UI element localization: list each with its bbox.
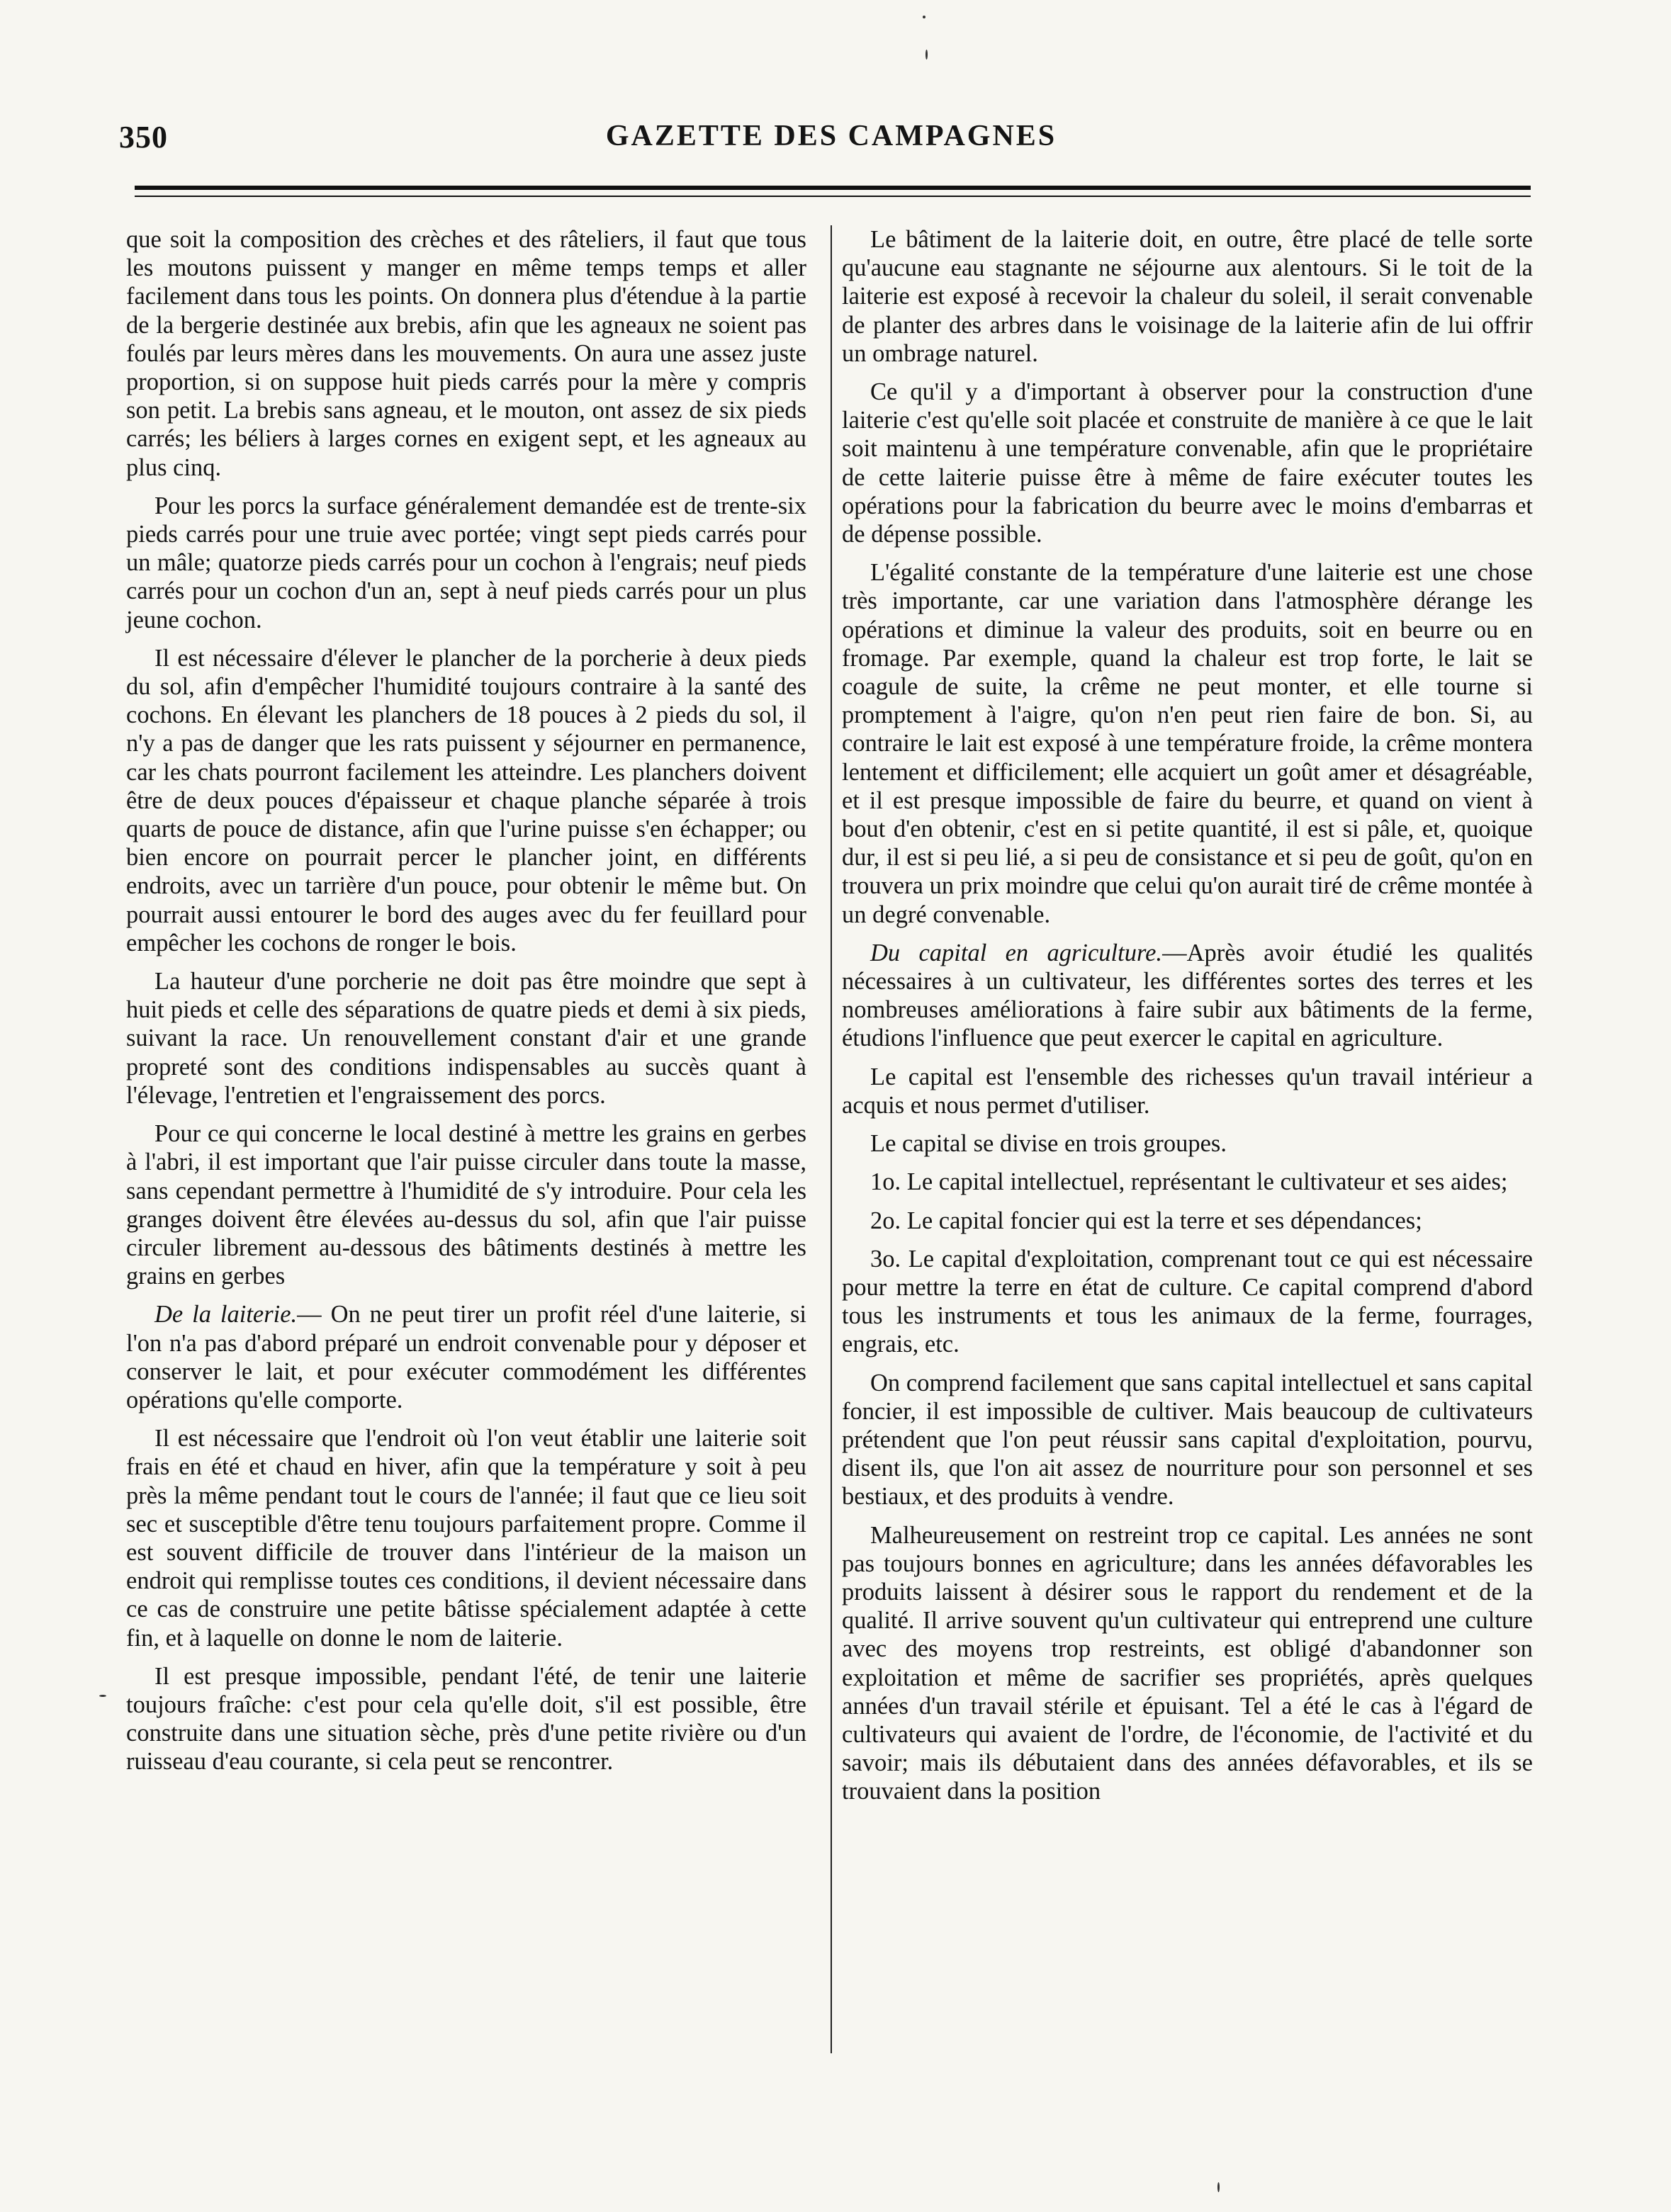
page-header [119,119,1543,169]
running-title: GAZETTE DES CAMPAGNES [605,120,1057,152]
section-paragraph-capital: Du capital en agriculture.—Après avoir étudié les qualités nécessaires à un cultivateur, les différentes sortes des terres et les nombreuses améliorations à faire subir aux bâtiments de la ferme, étudions l'influence que peut exercer le capital en agriculture. [842,939,1534,1052]
paragraph: Il est nécessaire d'élever le plancher de la porcherie à deux pieds du sol, afin d'empêcher l'humidité toujours contraire à la santé des cochons. En élevant les planchers de 18 pouces à 2 pieds du sol, il n'y a pas de danger que les rats puissent y séjourner en permanence, car les chats pourront facilement les atteindre. Les planchers doivent être de deux pouces d'épaisseur et chaque planche séparée à trois quarts de pouce de distance, afin que l'urine puisse s'en échapper; ou bien encore on pourrait percer le plancher joint, en différents endroits, avec un tarrière d'un pouce, pour obtenir le même but. On pourrait aussi entourer le bord des auges avec du fer feuillard pour empêcher les cochons de ronger le bois. [126,644,806,957]
paragraph: Pour ce qui concerne le local destiné à mettre les grains en gerbes à l'abri, il est important que l'air puisse circuler dans toute la masse, sans cependant permettre à l'humidité de s'y introduire. Pour cela les granges doivent être élevées au-dessus du sol, afin que l'air puisse circuler librement au-dessous des bâtiments destinés à mettre les grains en gerbes [126,1120,806,1290]
paragraph: La hauteur d'une porcherie ne doit pas être moindre que sept à huit pieds et celle des séparations de quatre pieds et demi à six pieds, suivant la race. Un renouvellement constant d'air et une grande propreté sont des conditions indispensables au succès quant à l'élevage, l'entretien et l'engraissement des porcs. [126,968,806,1109]
list-item: 3o. Le capital d'exploitation, comprenant tout ce qui est nécessaire pour mettre la terre en état de culture. Ce capital comprend d'abord tous les instruments et tous les animaux de la ferme, fourrages, engrais, etc. [842,1245,1533,1358]
scan-speck [923,16,925,18]
left-column [126,225,806,1786]
paragraph: Ce qu'il y a d'important à observer pour la construction d'une laiterie c'est qu'elle soit placée et construite de manière à ce que le lait soit maintenu à une température convenable, afin que le propriétaire de cette laiterie puisse être à même de faire exécuter toutes les opérations pour la fabrication du beurre avec le moins d'embarras et de dépense possible. [842,378,1533,548]
paragraph: Malheureusement on restreint trop ce capital. Les années ne sont pas toujours bonnes en agriculture; dans les années défavorables les produits laissent à désirer sous le rapport du rendement et de la qualité. Il arrive souvent qu'un cultivateur qui entreprend une culture avec des moyens trop restreints, est obligé d'abandonner son exploitation et même de sacrifier ses propriétés, après quelques années d'un travail stérile et épuisant. Tel a été le cas à l'égard de cultivateurs qui avaient de l'ordre, de l'économie, de l'activité et du savoir; mais ils débutaient dans des années défavorables, et ils se trouvaient dans la position [842,1521,1533,1805]
scan-speck [1217,2182,1220,2192]
column-divider [831,225,832,2053]
list-item: 1o. Le capital intellectuel, représentant le cultivateur et ses aides; [870,1168,1508,1196]
list-item: 2o. Le capital foncier qui est la terre et ses dépendances; [870,1207,1422,1234]
paragraph: que soit la composition des crèches et des râteliers, il faut que tous les moutons puissent y manger en même temps temps et aller facilement dans tous les points. On donnera plus d'étendue à la partie de la bergerie destinée aux brebis, afin que les agneaux ne soient pas foulés par leurs mères dans les mouvements. On aura une assez juste proportion, si on suppose huit pieds carrés pour la mère y compris son petit. La brebis sans agneau, et le mouton, ont assez de six pieds carrés; les béliers à larges cornes en exigent sept, et les agneaux au plus cinq. [126,226,806,481]
paragraph: Il est presque impossible, pendant l'été, de tenir une laiterie toujours fraîche: c'est pour cela qu'elle doit, s'il est possible, être construite dans une situation sèche, près d'une petite rivière ou d'un ruisseau d'eau courante, si cela peut se rencontrer. [126,1662,806,1776]
paragraph: On comprend facilement que sans capital intellectuel et sans capital foncier, il est impossible de cultiver. Mais beaucoup de cultivateurs prétendent que l'on peut réussir sans capital d'exploitation, pourvu, disent ils, que l'on ait assez de nourriture pour son personnel et ses bestiaux, et des produits à vendre. [842,1369,1533,1511]
header-rule-thin [135,196,1531,197]
paragraph: Le capital est l'ensemble des richesses qu'un travail intérieur a acquis et nous permet d'utiliser. [842,1063,1533,1119]
paragraph: Il est nécessaire que l'endroit où l'on veut établir une laiterie soit frais en été et chaud en hiver, afin que la température y soit à peu près la même pendant tout le cours de l'année; il faut que ce lieu soit sec et susceptible d'être tenu toujours parfaitement propre. Comme il est souvent difficile de trouver dans l'intérieur de la maison un endroit qui remplisse toutes ces conditions, il devient nécessaire dans ce cas de construire une petite bâtisse spécialement adaptée à cette fin, et à laquelle on donne le nom de laiterie. [126,1425,806,1652]
section-paragraph-laiterie: De la laiterie.— On ne peut tirer un profit réel d'une laiterie, si l'on n'a pas d'abord préparé un endroit convenable pour y déposer et conserver le lait, et pour exécuter commodément les différentes opérations qu'elle comporte. [126,1301,806,1413]
paragraph: Pour les porcs la surface généralement demandée est de trente-six pieds carrés pour une truie avec portée; vingt sept pieds carrés pour un mâle; quatorze pieds carrés pour un cochon à l'engrais; neuf pieds carrés pour un cochon d'un an, sept à neuf pieds carrés pour un plus jeune cochon. [126,492,806,633]
paragraph: Le capital se divise en trois groupes. [870,1130,1227,1158]
right-column [842,225,1533,1816]
paragraph: L'égalité constante de la température d'une laiterie est une chose très importante, car une variation dans l'atmosphère dérange les opérations et diminue la valeur des produits, soit en beurre ou en fromage. Par exemple, quand la chaleur est trop forte, le lait se coagule de suite, la crême ne peut monter, et elle tourne si promptement à l'aigre, qu'on n'en peut rien faire de bon. Si, au contraire le lait est exposé à une température froide, la crême montera lentement et difficilement; elle acquiert un goût amer et désagréable, et il est presque impossible de faire du beurre, et quand on vient à bout d'en obtenir, c'est en si petite quantité, il est si pâle, et, quoique dur, il est si peu lié, a si peu de consistance et si peu de goût, qu'on en trouvera un prix moindre que celui qu'on aurait tiré de crême montée à un degré convenable. [842,559,1533,928]
header-rule-thick [135,186,1531,190]
page-number: 350 [119,120,168,154]
scan-speck [925,50,928,60]
paragraph: Le bâtiment de la laiterie doit, en outre, être placé de telle sorte qu'aucune eau stagnante ne séjourne aux alentours. Si le toit de la laiterie est exposé à recevoir la chaleur du soleil, il serait convenable de planter des arbres dans le voisinage de la laiterie afin de lui offrir un ombrage naturel. [842,226,1533,367]
scan-speck [99,1695,106,1697]
